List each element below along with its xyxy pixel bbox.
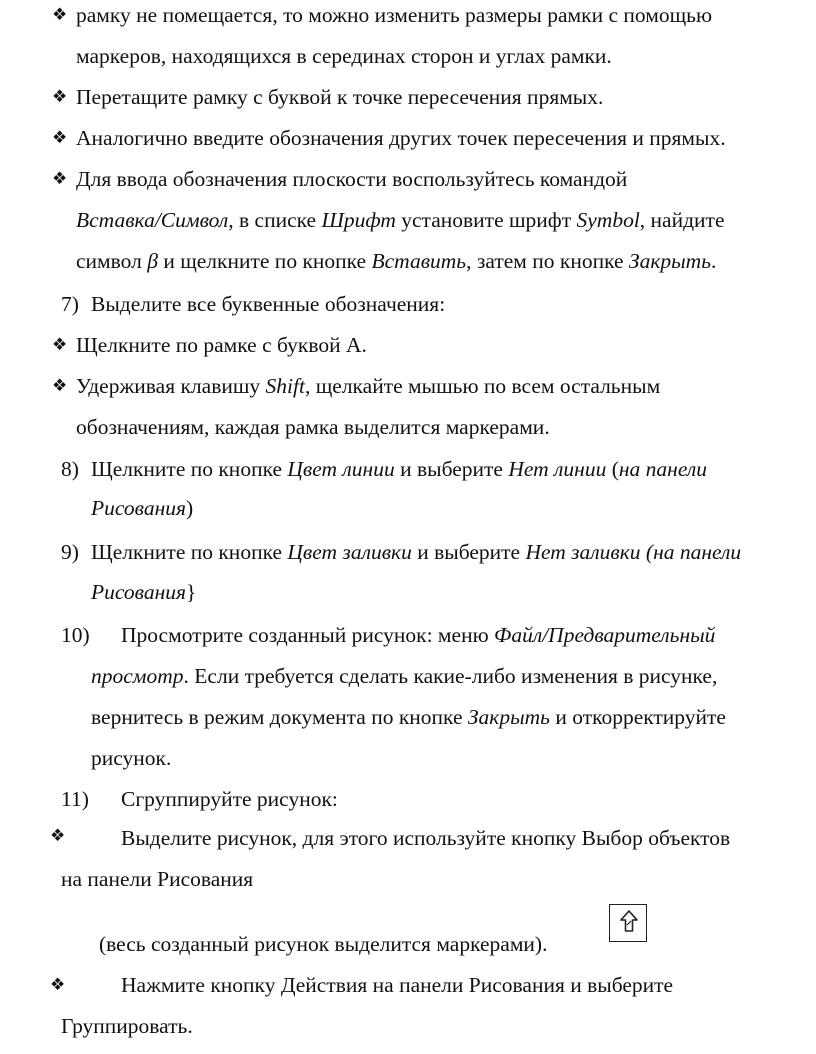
bullet: ❖ — [52, 5, 68, 24]
text-line-25: Группировать. — [61, 1014, 193, 1038]
text-line-8: Выделите все буквенные обозначения: — [91, 292, 446, 316]
step-number: 10) — [61, 623, 90, 647]
text-line-2: маркеров, находящихся в серединах сторон и углах рамки. — [76, 44, 612, 68]
text-line-11: обозначениям, каждая рамка выделится маркерами. — [76, 415, 550, 439]
bullet: ❖ — [50, 975, 66, 994]
text-line-16: Просмотрите созданный рисунок: меню Файл/Предварительный — [121, 623, 716, 647]
step-number: 9) — [61, 540, 79, 564]
text-line-12: Щелкните по кнопке Цвет линии и выберите Нет линии (на панели — [91, 457, 707, 481]
text-line-1: рамку не помещается, то можно изменить размеры рамки с помощью — [76, 3, 713, 27]
menu-reference: Вставка/Символ — [76, 208, 229, 232]
text-line-10: Удерживая клавишу Shift, щелкайте мышью по всем остальным — [76, 374, 661, 398]
text-line-24: Нажмите кнопку Действия на панели Рисования и выберите — [121, 973, 674, 997]
beta-symbol: β — [147, 249, 158, 273]
step-number: 8) — [61, 457, 79, 481]
bullet: ❖ — [52, 128, 68, 147]
bullet: ❖ — [52, 335, 68, 354]
text-line-18: вернитесь в режим документа по кнопке Закрыть и откорректируйте — [91, 705, 726, 729]
bullet: ❖ — [52, 376, 68, 395]
bullet: ❖ — [52, 169, 68, 188]
text-line-3: Перетащите рамку с буквой к точке пересечения прямых. — [76, 85, 604, 109]
text-line-5: Для ввода обозначения плоскости воспользуйтесь командой — [76, 167, 628, 191]
text-line-7: символ β и щелкните по кнопке Вставить, затем по кнопке Закрыть. — [76, 249, 717, 273]
arrow-pointer-icon — [610, 905, 648, 943]
text-line-9: Щелкните по рамке с буквой А. — [76, 333, 367, 357]
text-line-15: Рисования} — [91, 580, 197, 604]
text-line-20: Сгруппируйте рисунок: — [121, 787, 338, 811]
bullet: ❖ — [50, 826, 66, 845]
text-line-21: Выделите рисунок, для этого используйте кнопку Выбор объектов — [121, 826, 731, 850]
bullet: ❖ — [52, 87, 68, 106]
step-number: 7) — [61, 292, 79, 316]
select-objects-button[interactable] — [609, 904, 647, 942]
text-line-14: Щелкните по кнопке Цвет заливки и выберите Нет заливки (на панели — [91, 540, 742, 564]
text-line-23: (весь созданный рисунок выделится маркерами). — [99, 932, 548, 956]
text-line-13: Рисования) — [91, 496, 194, 520]
text-line-4: Аналогично введите обозначения других точек пересечения и прямых. — [76, 126, 726, 150]
text-line-17: просмотр. Если требуется сделать какие-либо изменения в рисунке, — [91, 664, 718, 688]
step-number: 11) — [61, 787, 89, 811]
text-line-6: Вставка/Символ, в списке Шрифт установите шрифт Symbol, найдите — [76, 208, 725, 232]
text-line-19: рисунок. — [91, 746, 172, 770]
text-line-22: на панели Рисования — [61, 867, 254, 891]
